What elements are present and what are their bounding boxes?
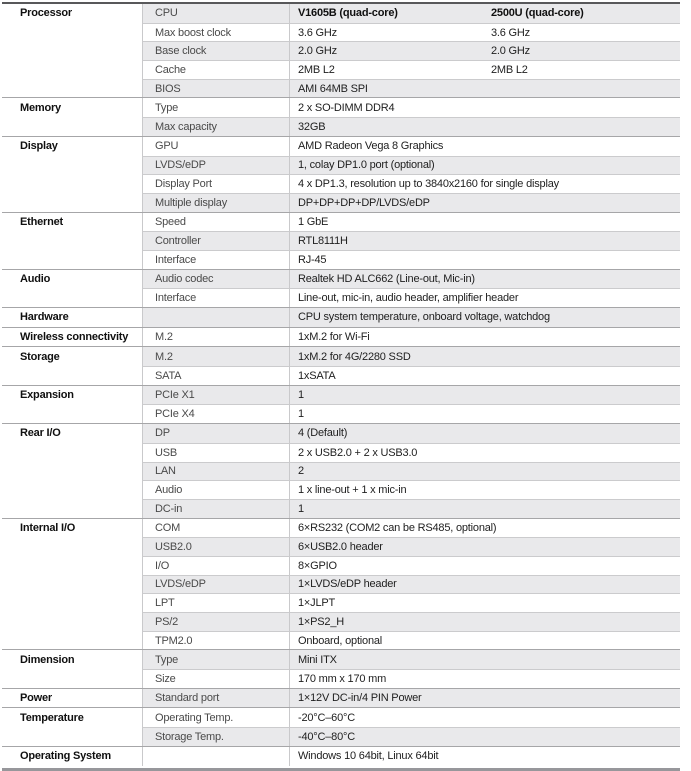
spec-label: USB2.0: [142, 537, 289, 556]
category-cell: Power: [2, 689, 142, 708]
spec-row: [2, 212, 680, 232]
spec-row: [2, 499, 680, 518]
spec-label: Base clock: [142, 41, 289, 60]
spec-value: 1 GbE: [298, 215, 329, 228]
spec-row: [2, 518, 680, 538]
spec-row: [2, 366, 680, 385]
spec-value: 1×JLPT: [298, 597, 336, 610]
spec-values: [289, 137, 680, 156]
spec-label: PCIe X4: [142, 404, 289, 423]
spec-label: Interface: [142, 288, 289, 307]
category-cell: Audio: [2, 270, 142, 289]
spec-value: Windows 10 64bit, Linux 64bit: [298, 750, 439, 763]
spec-label: GPU: [142, 137, 289, 156]
spec-values: [289, 404, 680, 423]
spec-row: [2, 593, 680, 612]
spec-value: 1: [298, 502, 304, 515]
spec-values: [289, 98, 680, 117]
spec-values: [289, 347, 680, 366]
spec-value: AMI 64MB SPI: [298, 82, 368, 95]
spec-label: LVDS/eDP: [142, 156, 289, 175]
category-cell: [2, 288, 142, 307]
spec-label: COM: [142, 519, 289, 538]
spec-value: 2 x USB2.0 + 2 x USB3.0: [298, 446, 418, 459]
category-cell: [2, 575, 142, 594]
spec-label: I/O: [142, 556, 289, 575]
category-cell: [2, 537, 142, 556]
spec-value: 3.6 GHz: [491, 26, 530, 39]
spec-row: [2, 669, 680, 688]
spec-label: SATA: [142, 366, 289, 385]
spec-values: [289, 174, 680, 193]
category-cell: [2, 631, 142, 650]
spec-values: [289, 575, 680, 594]
spec-value: 1×PS2_H: [298, 615, 344, 628]
spec-row: [2, 23, 680, 42]
category-cell: Processor: [2, 4, 142, 23]
spec-value: 8×GPIO: [298, 559, 337, 572]
spec-value: -20°C–60°C: [298, 711, 355, 724]
spec-label: Standard port: [142, 689, 289, 708]
spec-label: TPM2.0: [142, 631, 289, 650]
spec-row: [2, 327, 680, 347]
category-cell: Dimension: [2, 650, 142, 669]
spec-row: [2, 193, 680, 212]
spec-value: 2: [298, 465, 304, 478]
category-cell: [2, 499, 142, 518]
category-cell: [2, 404, 142, 423]
spec-row: [2, 688, 680, 708]
category-cell: Ethernet: [2, 213, 142, 232]
spec-value: AMD Radeon Vega 8 Graphics: [298, 140, 444, 153]
category-cell: [2, 60, 142, 79]
spec-label: LVDS/eDP: [142, 575, 289, 594]
spec-label: Audio codec: [142, 270, 289, 289]
spec-values: [289, 308, 680, 327]
category-cell: [2, 117, 142, 136]
spec-row: [2, 41, 680, 60]
spec-value: Onboard, optional: [298, 634, 383, 647]
spec-row: [2, 288, 680, 307]
spec-label: Display Port: [142, 174, 289, 193]
spec-values: [289, 669, 680, 688]
spec-label: CPU: [142, 4, 289, 23]
spec-row: [2, 423, 680, 443]
spec-row: [2, 250, 680, 269]
category-cell: [2, 174, 142, 193]
spec-row: [2, 4, 680, 23]
spec-row: [2, 649, 680, 669]
spec-row: [2, 79, 680, 98]
spec-values: [289, 519, 680, 538]
spec-value: 3.6 GHz: [298, 26, 337, 39]
spec-label: Multiple display: [142, 193, 289, 212]
spec-value: Realtek HD ALC662 (Line-out, Mic-in): [298, 272, 475, 285]
spec-row: [2, 231, 680, 250]
spec-value: 4 x DP1.3, resolution up to 3840x2160 for single display: [298, 178, 559, 191]
spec-row: [2, 156, 680, 175]
category-cell: Rear I/O: [2, 424, 142, 443]
spec-row: [2, 707, 680, 727]
spec-label: Cache: [142, 60, 289, 79]
spec-values: [289, 480, 680, 499]
spec-label: DC-in: [142, 499, 289, 518]
spec-value: 2.0 GHz: [298, 45, 337, 58]
spec-label: Max boost clock: [142, 23, 289, 42]
spec-value: 1×12V DC-in/4 PIN Power: [298, 692, 422, 705]
category-cell: Internal I/O: [2, 519, 142, 538]
spec-value: 4 (Default): [298, 427, 348, 440]
spec-value: 6×USB2.0 header: [298, 541, 383, 554]
category-cell: Memory: [2, 98, 142, 117]
spec-values: [289, 41, 680, 60]
spec-row: [2, 537, 680, 556]
spec-row: [2, 443, 680, 462]
category-cell: [2, 231, 142, 250]
spec-values: [289, 556, 680, 575]
spec-row: [2, 480, 680, 499]
spec-row: [2, 346, 680, 366]
spec-row: [2, 462, 680, 481]
spec-values: [289, 386, 680, 405]
spec-label: LAN: [142, 462, 289, 481]
spec-values: [289, 288, 680, 307]
spec-values: [289, 193, 680, 212]
spec-values: [289, 424, 680, 443]
spec-values: [289, 156, 680, 175]
category-cell: [2, 462, 142, 481]
spec-values: [289, 79, 680, 98]
category-cell: [2, 41, 142, 60]
category-cell: Display: [2, 137, 142, 156]
category-cell: [2, 612, 142, 631]
category-cell: Expansion: [2, 386, 142, 405]
spec-label: USB: [142, 443, 289, 462]
spec-value: 2 x SO-DIMM DDR4: [298, 101, 395, 114]
category-cell: Storage: [2, 347, 142, 366]
spec-values: [289, 537, 680, 556]
spec-values: [289, 593, 680, 612]
category-cell: [2, 366, 142, 385]
spec-values: [289, 4, 680, 23]
spec-values: [289, 366, 680, 385]
spec-value: 2.0 GHz: [491, 45, 530, 58]
spec-value: Mini ITX: [298, 653, 337, 666]
spec-value: 1, colay DP1.0 port (optional): [298, 159, 435, 172]
spec-value: RTL8111H: [298, 235, 348, 248]
spec-label: Max capacity: [142, 117, 289, 136]
spec-row: [2, 556, 680, 575]
category-cell: [2, 480, 142, 499]
category-cell: [2, 250, 142, 269]
spec-label: PCIe X1: [142, 386, 289, 405]
spec-value: 1: [298, 389, 304, 402]
spec-row: [2, 612, 680, 631]
spec-label: [142, 308, 289, 327]
spec-value: V1605B (quad-core): [298, 7, 398, 20]
spec-row: [2, 404, 680, 423]
spec-values: [289, 270, 680, 289]
spec-label: [142, 747, 289, 766]
spec-value: CPU system temperature, onboard voltage, watchdog: [298, 311, 550, 324]
category-cell: [2, 556, 142, 575]
spec-values: [289, 23, 680, 42]
spec-label: Audio: [142, 480, 289, 499]
spec-value: Line-out, mic-in, audio header, amplifier header: [298, 292, 519, 305]
spec-row: [2, 727, 680, 746]
spec-value: 1: [298, 408, 304, 421]
spec-value: 1 x line-out + 1 x mic-in: [298, 484, 407, 497]
spec-value: DP+DP+DP+DP/LVDS/eDP: [298, 196, 430, 209]
spec-label: Type: [142, 650, 289, 669]
category-cell: Hardware: [2, 308, 142, 327]
spec-values: [289, 708, 680, 727]
category-cell: Operating System: [2, 747, 142, 766]
spec-values: [289, 213, 680, 232]
spec-value: 1xSATA: [298, 369, 336, 382]
spec-values: [289, 650, 680, 669]
spec-label: Controller: [142, 231, 289, 250]
category-cell: [2, 669, 142, 688]
spec-value: 1xM.2 for Wi-Fi: [298, 331, 370, 344]
category-cell: [2, 593, 142, 612]
spec-value: RJ-45: [298, 253, 327, 266]
spec-label: Interface: [142, 250, 289, 269]
spec-row: [2, 631, 680, 650]
category-cell: [2, 79, 142, 98]
spec-value: 170 mm x 170 mm: [298, 672, 387, 685]
spec-label: Type: [142, 98, 289, 117]
spec-label: LPT: [142, 593, 289, 612]
spec-value: 2500U (quad-core): [491, 7, 584, 20]
spec-label: Speed: [142, 213, 289, 232]
spec-label: DP: [142, 424, 289, 443]
spec-values: [289, 499, 680, 518]
spec-row: [2, 97, 680, 117]
spec-value: -40°C–80°C: [298, 730, 355, 743]
spec-values: [289, 462, 680, 481]
spec-label: PS/2: [142, 612, 289, 631]
spec-value: 1×LVDS/eDP header: [298, 578, 397, 591]
spec-values: [289, 117, 680, 136]
spec-label: Storage Temp.: [142, 727, 289, 746]
spec-row: [2, 174, 680, 193]
spec-value: 2MB L2: [491, 63, 528, 76]
spec-values: [289, 631, 680, 650]
spec-label: M.2: [142, 347, 289, 366]
category-cell: [2, 193, 142, 212]
category-cell: Wireless connectivity: [2, 328, 142, 347]
spec-values: [289, 612, 680, 631]
spec-values: [289, 328, 680, 347]
spec-row: [2, 746, 680, 766]
category-cell: Temperature: [2, 708, 142, 727]
spec-values: [289, 250, 680, 269]
spec-values: [289, 747, 680, 766]
spec-values: [289, 443, 680, 462]
spec-row: [2, 136, 680, 156]
spec-row: [2, 307, 680, 327]
spec-value: 32GB: [298, 120, 326, 133]
spec-value: 2MB L2: [298, 63, 335, 76]
spec-values: [289, 60, 680, 79]
spec-values: [289, 689, 680, 708]
spec-label: M.2: [142, 328, 289, 347]
spec-values: [289, 727, 680, 746]
spec-value: 6×RS232 (COM2 can be RS485, optional): [298, 521, 497, 534]
category-cell: [2, 443, 142, 462]
spec-value: 1xM.2 for 4G/2280 SSD: [298, 350, 411, 363]
spec-label: BIOS: [142, 79, 289, 98]
spec-row: [2, 269, 680, 289]
spec-row: [2, 385, 680, 405]
spec-values: [289, 231, 680, 250]
category-cell: [2, 23, 142, 42]
spec-row: [2, 60, 680, 79]
category-cell: [2, 156, 142, 175]
spec-table: [2, 2, 680, 771]
category-cell: [2, 727, 142, 746]
spec-label: Operating Temp.: [142, 708, 289, 727]
spec-row: [2, 575, 680, 594]
spec-label: Size: [142, 669, 289, 688]
spec-row: [2, 117, 680, 136]
